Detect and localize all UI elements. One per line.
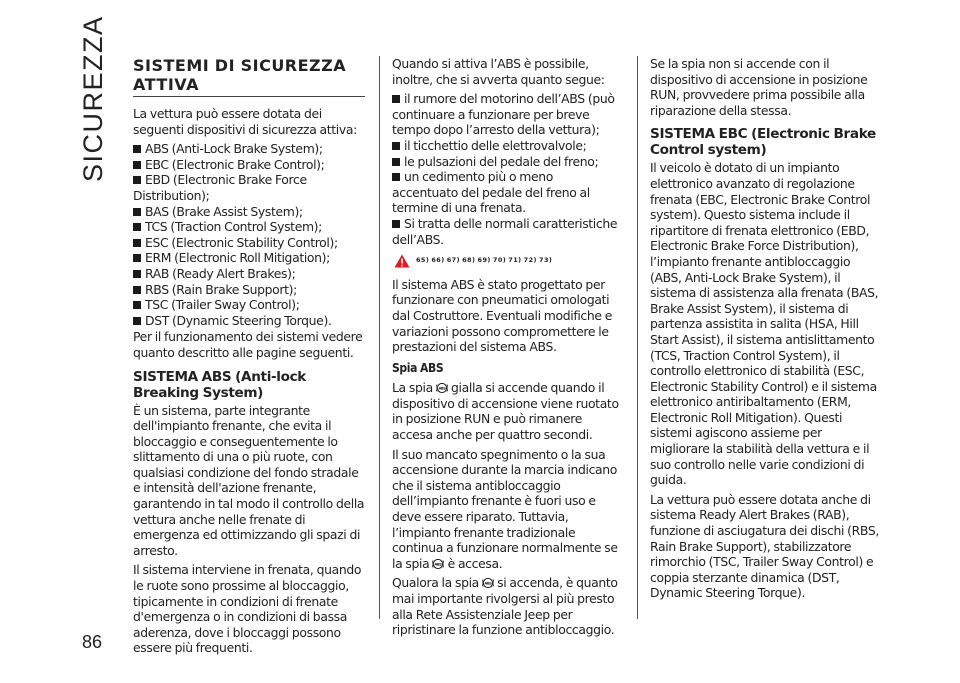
square-bullet-icon xyxy=(392,158,400,166)
column-1 xyxy=(133,56,365,660)
square-bullet-icon xyxy=(133,223,141,231)
square-bullet-icon xyxy=(133,239,141,247)
list-item: ESC (Electronic Stability Control); xyxy=(133,235,365,251)
square-bullet-icon xyxy=(133,254,141,262)
list-item: TSC (Trailer Sway Control); xyxy=(133,297,365,313)
svg-text:ABS: ABS xyxy=(484,581,492,586)
bullet-list xyxy=(133,141,365,328)
list-item: le pulsazioni del pedale del freno; xyxy=(392,154,622,170)
paragraph: Il veicolo è dotato di un impianto elettronico avanzato di regolazione frenata (EBC, Electronic Brake Control system). Questo sistema include il ripartitore di frenata elettronico (EBD, Electronic Brake Force Distribution), l’impianto frenante antibloccaggio (ABS, Anti-Lock Brake System), il sistema di assistenza alla frenata (BAS, Brake Assist System), il sistema di partenza assistita in salita (HSA, Hill Start Assist), il sistema antislittamento (TCS, Traction Control System), il controllo elettronico di stabilità (ESC, Electronic Stability Control) e il sistema elettronico antiribaltamento (ERM, Electronic Roll Mitigation). Questi sistemi agiscono assieme per migliorare la stabilità della vettura e il suo controllo nelle varie condizioni di guida. xyxy=(650,160,879,488)
square-bullet-icon xyxy=(133,208,141,216)
paragraph: Se la spia non si accende con il dispositivo di accensione in posizione RUN, provvedere prima possibile alla riparazione della stessa. xyxy=(650,56,868,118)
column-2 xyxy=(392,56,622,642)
svg-text:ABS: ABS xyxy=(438,386,446,391)
list-item: BAS (Brake Assist System); xyxy=(133,204,365,220)
warning-references xyxy=(394,253,622,269)
list-item: EBD (Electronic Brake Force Distribution); xyxy=(133,172,307,203)
paragraph: È un sistema, parte integrante dell'impianto frenante, che evita il bloccaggio e conseguentemente lo slittamento di una o più ruote, con qualsiasi condizione del fondo stradale e intensità dell'azione frenante, garantendo in tal modo il controllo della vettura anche nelle frenate di emergenza ed ottimizzando gli spazi di arresto. xyxy=(133,402,365,558)
section-title: SISTEMI DI SICUREZZA ATTIVA xyxy=(133,56,365,97)
square-bullet-icon xyxy=(133,317,141,325)
square-bullet-icon xyxy=(133,161,141,169)
list-item: ERM (Electronic Roll Mitigation); xyxy=(133,250,365,266)
square-bullet-icon xyxy=(392,142,400,150)
list-item: ABS (Anti-Lock Brake System); xyxy=(133,141,365,157)
list-item: Si tratta delle normali caratteristiche dell’ABS. xyxy=(392,215,618,247)
warning-triangle-icon xyxy=(394,254,410,268)
section-side-title: SICUREZZA xyxy=(78,15,108,182)
paragraph: Il sistema ABS è stato progettato per funzionare con pneumatici omologati dal Costruttore. Eventuali modifiche e variazioni possono compromettere le prestazioni del sistema ABS. xyxy=(392,276,613,355)
abs-warning-light-icon xyxy=(432,558,444,570)
paragraph: La spia ABS gialla si accende quando il dispositivo di accensione viene ruotato in posizione RUN e può rimanere accesa anche per quattro secondi. xyxy=(392,380,619,443)
svg-text:ABS: ABS xyxy=(434,562,443,567)
column-divider xyxy=(637,56,638,619)
square-bullet-icon xyxy=(392,173,400,181)
subsection-title-ebc: SISTEMA EBC (Electronic Brake Control system) xyxy=(650,126,876,159)
column-divider xyxy=(379,56,380,619)
paragraph: Il sistema interviene in frenata, quando le ruote sono prossime al bloccaggio, tipicamente in condizioni di frenate d'emergenza o in condizioni di bassa aderenza, dove i bloccaggi possono essere più frequenti. xyxy=(133,562,362,656)
paragraph: Per il funzionamento dei sistemi vedere quanto descritto alle pagine seguenti. xyxy=(133,329,363,360)
column-3 xyxy=(650,56,882,605)
paragraph: Qualora la spia ABS si accenda, è quanto mai importante rivolgersi al più presto alla Rete Assistenziale Jeep per ripristinare la funzione antibloccaggio. xyxy=(392,575,618,638)
list-item: un cedimento più o meno accentuato del pedale del freno al termine di una frenata. xyxy=(392,169,590,216)
square-bullet-icon xyxy=(133,301,141,309)
subsection-title-spia-abs: Spia ABS xyxy=(392,360,444,375)
subsection-title-abs: SISTEMA ABS (Anti-lock Breaking System) xyxy=(133,368,306,401)
square-bullet-icon xyxy=(392,95,400,103)
paragraph: Il suo mancato spegnimento o la sua accensione durante la marcia indicano che il sistema antibloccaggio dell’impianto frenante è fuori uso e deve essere riparato. Tuttavia, l’impianto frenante tradizionale continua a funzionare normalmente se la spia ABS è accesa. xyxy=(392,446,618,571)
paragraph: La vettura può essere dotata anche di sistema Ready Alert Brakes (RAB), funzione di asciugatura dei dischi (RBS, Rain Brake Support), stabilizzatore rimorchio (TSC, Trailer Sway Control) e coppia sterzante dinamica (DST, Dynamic Steering Torque). xyxy=(650,491,879,601)
list-item: TCS (Traction Control System); xyxy=(133,219,365,235)
square-bullet-icon xyxy=(133,286,141,294)
list-item: RBS (Rain Brake Support); xyxy=(133,282,365,298)
square-bullet-icon xyxy=(133,176,141,184)
abs-warning-light-icon xyxy=(436,382,448,394)
warning-reference-numbers: 65) 66) 67) 68) 69) 70) 71) 72) 73) xyxy=(416,256,553,265)
abs-warning-light-icon xyxy=(482,577,494,589)
square-bullet-icon xyxy=(133,270,141,278)
list-item: il ticchettio delle elettrovalvole; xyxy=(392,138,622,154)
bullet-list xyxy=(392,91,622,247)
list-item: DST (Dynamic Steering Torque). xyxy=(133,313,365,329)
square-bullet-icon xyxy=(392,220,400,228)
paragraph: La vettura può essere dotata dei seguenti dispositivi di sicurezza attiva: xyxy=(133,106,357,137)
list-item: RAB (Ready Alert Brakes); xyxy=(133,266,365,282)
square-bullet-icon xyxy=(133,145,141,153)
paragraph: Quando si attiva l’ABS è possibile, inoltre, che si avverta quanto segue: xyxy=(392,56,605,87)
list-item: il rumore del motorino dell’ABS (può continuare a funzionare per breve tempo dopo l’arresto della vettura); xyxy=(392,91,615,138)
page-number: 86 xyxy=(82,632,103,652)
list-item: EBC (Electronic Brake Control); xyxy=(133,157,365,173)
